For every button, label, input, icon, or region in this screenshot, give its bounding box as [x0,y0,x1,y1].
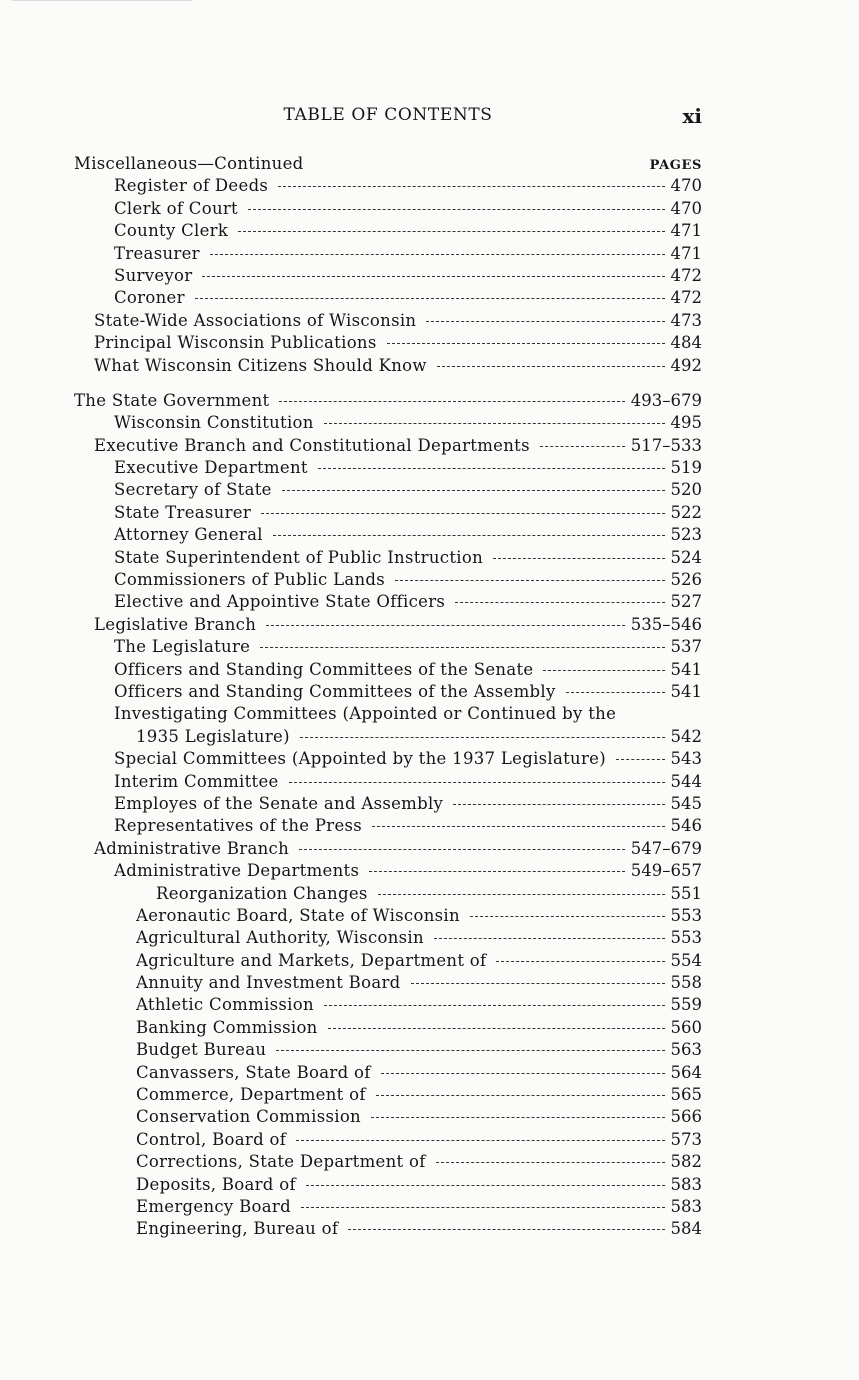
toc-entry-page: 573 [670,1129,702,1149]
toc-entry-title: Emergency Board [136,1196,291,1216]
dot-leader [395,580,664,581]
table-of-contents [74,153,702,1241]
dot-leader [202,276,664,277]
toc-entry-title: Agriculture and Markets, Department of [136,950,487,970]
toc-entry-title: Treasurer [114,243,200,263]
dot-leader [289,782,665,783]
toc-entry [74,524,702,546]
toc-entry-page: 545 [670,793,702,813]
dot-leader [278,186,664,187]
toc-entry [74,771,702,793]
toc-entry-page: 583 [670,1174,702,1194]
dot-leader [260,647,664,648]
toc-entry-title: Attorney General [114,525,263,545]
dot-leader [306,1185,665,1186]
dot-leader [296,1140,664,1141]
toc-entry [74,355,702,377]
toc-entry [74,972,702,994]
toc-entry [74,591,702,613]
toc-entry-page: 473 [670,310,702,330]
toc-entry [74,332,702,354]
toc-entry [74,815,702,837]
toc-entry-page: 526 [670,570,702,590]
toc-entry-page: 549–657 [630,861,702,881]
toc-entry [74,838,702,860]
toc-entry [74,175,702,197]
dot-leader [324,423,665,424]
toc-entry-title: Aeronautic Board, State of Wisconsin [136,905,460,925]
toc-entry [74,726,702,748]
toc-entry-title: Elective and Appointive State Officers [114,592,446,612]
toc-entry-page: 566 [670,1107,702,1127]
dot-leader [381,1073,665,1074]
toc-entry-page: 519 [670,458,702,478]
pages-column-label: PAGES [649,158,702,173]
toc-entry [74,748,702,770]
toc-entry-page: 470 [670,176,702,196]
dot-leader [436,1162,665,1163]
toc-entry-title: Register of Deeds [114,176,269,196]
page-header [74,104,702,130]
dot-leader [371,1117,665,1118]
toc-entry [74,636,702,658]
dot-leader [238,231,664,232]
toc-entry [74,1151,702,1173]
dot-leader [266,625,625,626]
toc-entry-page: 493–679 [630,390,702,410]
toc-entry-title: County Clerk [114,221,229,241]
toc-entry-title: State-Wide Associations of Wisconsin [94,310,417,330]
toc-entry-page: 522 [670,502,702,522]
toc-entry [74,1129,702,1151]
toc-entry-title: Officers and Standing Committees of the Senate [114,659,534,679]
toc-entry-title: Commissioners of Public Lands [114,570,386,590]
toc-entry [74,457,702,479]
dot-leader [318,468,665,469]
dot-leader [437,366,665,367]
toc-entry [74,547,702,569]
toc-entry-page: 517–533 [630,435,702,455]
toc-entry-page: 583 [670,1196,702,1216]
toc-entry-title: Agricultural Authority, Wisconsin [136,928,424,948]
toc-entry-page: 471 [670,221,702,241]
toc-entry [74,659,702,681]
section-gap [74,377,702,390]
toc-entry [74,1039,702,1061]
dot-leader [376,1095,665,1096]
toc-entry-title: Athletic Commission [136,995,314,1015]
toc-entry-page: 547–679 [630,838,702,858]
toc-entry [74,1084,702,1106]
toc-entry-page: 559 [670,995,702,1015]
dot-leader [372,826,664,827]
dot-leader [387,343,665,344]
toc-entry-page: 523 [670,525,702,545]
toc-entry-title: Conservation Commission [136,1107,361,1127]
dot-leader [426,321,664,322]
scan-edge-mark [12,0,192,5]
toc-entry [74,1062,702,1084]
toc-entry-title: Banking Commission [136,1017,318,1037]
toc-entry-page: 563 [670,1040,702,1060]
toc-entry [74,310,702,332]
toc-entry-page: 524 [670,547,702,567]
dot-leader [210,254,665,255]
toc-entry-title: State Superintendent of Public Instruction [114,547,483,567]
toc-entry-page: 535–546 [630,614,702,634]
toc-entry [74,860,702,882]
dot-leader [261,513,664,514]
toc-entry-title: Executive Department [114,458,308,478]
dot-leader [470,916,665,917]
toc-entry-page: 553 [670,928,702,948]
toc-entry-page: 527 [670,592,702,612]
toc-entry-title: Secretary of State [114,480,272,500]
toc-entry-page: 541 [670,659,702,679]
toc-entry [74,390,702,412]
toc-entry-title: 1935 Legislature) [136,726,290,746]
toc-entry [74,614,702,636]
toc-entry-title: Coroner [114,288,185,308]
toc-entry [74,243,702,265]
toc-entry-title: Corrections, State Department of [136,1152,426,1172]
toc-section-heading-row [74,153,702,175]
toc-entry-page: 551 [670,883,702,903]
toc-entry [74,793,702,815]
dot-leader [300,737,665,738]
toc-entry [74,927,702,949]
toc-entry-page: 492 [670,355,702,375]
toc-entry-title: Legislative Branch [94,614,257,634]
dot-leader [540,446,625,447]
toc-entry-title: Budget Bureau [136,1040,267,1060]
page-number: xi [682,104,702,128]
toc-entry [74,703,702,725]
toc-entry-page: 484 [670,333,702,353]
toc-group-miscellaneous [74,175,702,377]
dot-leader [348,1229,664,1230]
toc-entry-page: 564 [670,1062,702,1082]
toc-entry-page: 495 [670,413,702,433]
dot-leader [616,759,665,760]
toc-entry [74,502,702,524]
toc-entry-title: What Wisconsin Citizens Should Know [94,355,427,375]
toc-entry [74,412,702,434]
toc-entry-title: Reorganization Changes [156,883,368,903]
toc-entry [74,287,702,309]
dot-leader [324,1005,665,1006]
dot-leader [195,298,665,299]
dot-leader [282,490,665,491]
toc-entry-page: 565 [670,1085,702,1105]
dot-leader [493,558,665,559]
toc-entry-page: 520 [670,480,702,500]
toc-entry-page: 558 [670,973,702,993]
toc-entry-title: Engineering, Bureau of [136,1219,339,1239]
toc-entry-title: Deposits, Board of [136,1174,296,1194]
toc-entry [74,681,702,703]
toc-group-state-government [74,390,702,1241]
toc-entry [74,1174,702,1196]
toc-entry-title: Clerk of Court [114,198,238,218]
toc-entry-title: Administrative Departments [114,861,360,881]
toc-entry [74,479,702,501]
toc-entry [74,220,702,242]
toc-entry-page: 470 [670,198,702,218]
dot-leader [496,961,664,962]
toc-entry-title: The Legislature [114,637,251,657]
toc-entry-title: Annuity and Investment Board [136,973,401,993]
toc-entry-page: 542 [670,726,702,746]
toc-entry-page: 544 [670,771,702,791]
toc-entry-title: Officers and Standing Committees of the Assembly [114,681,556,701]
toc-entry [74,198,702,220]
toc-entry-title: Investigating Committees (Appointed or Continued by the [114,704,617,724]
dot-leader [411,983,665,984]
dot-leader [276,1050,664,1051]
dot-leader [248,209,665,210]
toc-entry-title: Principal Wisconsin Publications [94,333,377,353]
toc-entry-title: Canvassers, State Board of [136,1062,371,1082]
toc-entry-page: 472 [670,288,702,308]
toc-entry-title: Employes of the Senate and Assembly [114,793,444,813]
toc-entry-title: Representatives of the Press [114,816,363,836]
toc-entry-title: Control, Board of [136,1129,287,1149]
dot-leader [279,401,624,402]
dot-leader [273,535,665,536]
toc-entry [74,265,702,287]
toc-entry [74,1017,702,1039]
toc-entry-title: Interim Committee [114,771,279,791]
dot-leader [434,938,665,939]
toc-entry [74,905,702,927]
toc-entry-page: 553 [670,905,702,925]
dot-leader [328,1028,665,1029]
dot-leader [299,849,625,850]
toc-entry-title: The State Government [74,390,270,410]
toc-entry-page: 584 [670,1219,702,1239]
dot-leader [455,602,664,603]
toc-entry [74,1196,702,1218]
toc-entry-title: State Treasurer [114,502,252,522]
toc-entry-page: 471 [670,243,702,263]
toc-entry-page: 472 [670,265,702,285]
toc-entry-title: Special Committees (Appointed by the 1937 Legislature) [114,749,606,769]
toc-entry-page: 537 [670,637,702,657]
dot-leader [543,670,664,671]
toc-entry-title: Surveyor [114,265,193,285]
toc-entry-page: 543 [670,749,702,769]
toc-entry [74,569,702,591]
toc-entry-page: 541 [670,681,702,701]
toc-entry-page: 546 [670,816,702,836]
dot-leader [301,1207,665,1208]
toc-entry [74,994,702,1016]
toc-entry-title: Executive Branch and Constitutional Departments [94,435,530,455]
dot-leader [369,871,625,872]
toc-entry [74,883,702,905]
toc-entry [74,1218,702,1240]
toc-entry-title: Wisconsin Constitution [114,413,314,433]
toc-entry-page: 582 [670,1152,702,1172]
toc-entry-page: 560 [670,1017,702,1037]
page-title: TABLE OF CONTENTS [283,105,493,125]
toc-entry [74,435,702,457]
continued-heading: Miscellaneous—Continued [74,154,304,173]
toc-entry [74,1106,702,1128]
toc-entry-title: Administrative Branch [94,838,290,858]
dot-leader [378,894,665,895]
dot-leader [566,692,665,693]
toc-entry-title: Commerce, Department of [136,1085,366,1105]
toc-entry-page: 554 [670,950,702,970]
toc-entry [74,950,702,972]
dot-leader [453,804,664,805]
